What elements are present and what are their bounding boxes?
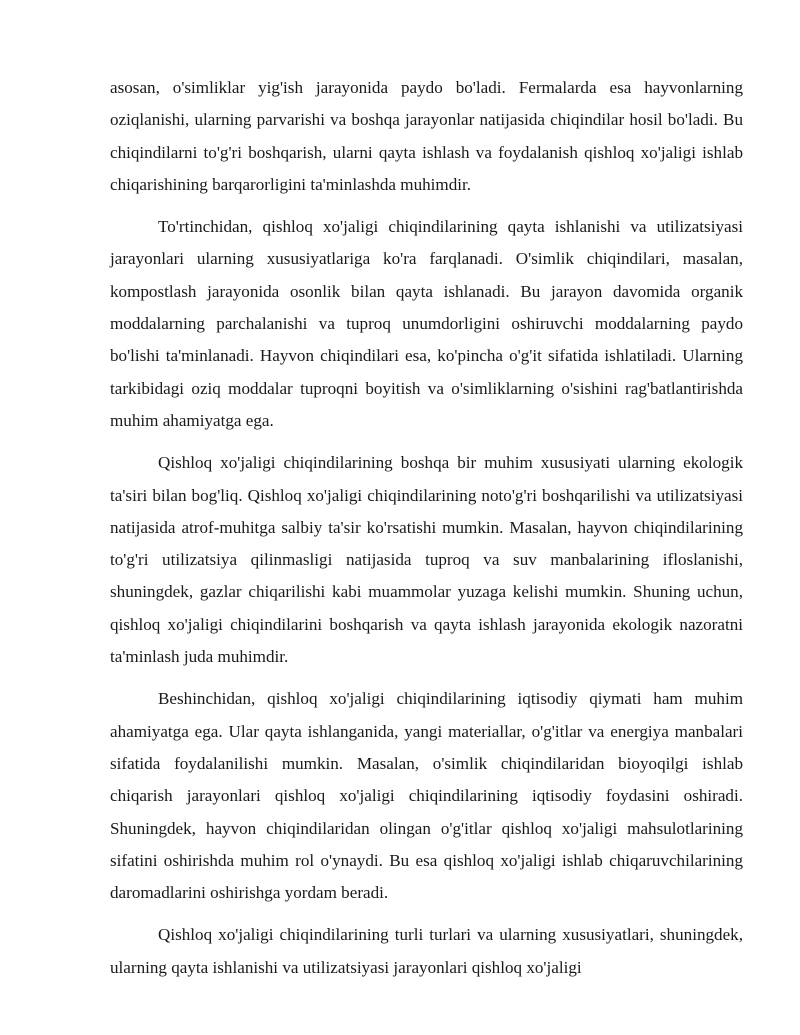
paragraph-fourth-point: To'rtinchidan, qishloq xo'jaligi chiqindilarining qayta ishlanishi va utilizatsiyasi jarayonlari ularning xususiyatlariga ko'ra farqlanadi. O'simlik chiqindilari, masalan, kompostlash jarayonida osonlik bilan qayta ishlanadi. Bu jarayon davomida organik moddalarning parchalanishi va tuproq unumdorligini oshiruvchi moddalarning paydo bo'lishi ta'minlanadi. Hayvon chiqindilari esa, ko'pincha o'g'it sifatida ishlatiladi. Ularning tarkibidagi oziq moddalar tuproqni boyitish va o'simliklarning o'sishini rag'batlantirishda muhim ahamiyatga ega. [110,217,743,430]
paragraph-ecological-impact: Qishloq xo'jaligi chiqindilarining boshqa bir muhim xususiyati ularning ekologik ta'siri bilan bog'liq. Qishloq xo'jaligi chiqindilarining noto'g'ri boshqarilishi va utilizatsiyasi natijasida atrof-muhitga salbiy ta'sir ko'rsatishi mumkin. Masalan, hayvon chiqindilarining to'g'ri utilizatsiya qilinmasligi natijasida tuproq va suv manbalarining ifloslanishi, shuningdek, gazlar chiqarilishi kabi muammolar yuzaga kelishi mumkin. Shuning uchun, qishloq xo'jaligi chiqindilarini boshqarish va qayta ishlash jarayonida ekologik nazoratni ta'minlash juda muhimdir. [110,453,743,667]
paragraph-continuation: asosan, o'simliklar yig'ish jarayonida paydo bo'ladi. Fermalarda esa hayvonlarning oziqlanishi, ularning parvarishi va boshqa jarayonlar natijasida chiqindilar hosil bo'ladi. Bu chiqindilarni to'g'ri boshqarish, ularni qayta ishlash va foydalanish qishloq xo'jaligi ishlab chiqarishining barqarorligini ta'minlashda muhimdir. [110,78,743,194]
paragraph-summary: Qishloq xo'jaligi chiqindilarining turli turlari va ularning xususiyatlari, shuningdek, ularning qayta ishlanishi va utilizatsiyasi jarayonlari qishloq xo'jaligi [110,925,743,977]
paragraph-fifth-point: Beshinchidan, qishloq xo'jaligi chiqindilarining iqtisodiy qiymati ham muhim ahamiyatga ega. Ular qayta ishlanganida, yangi materiallar, o'g'itlar va energiya manbalari sifatida foydalanilishi mumkin. Masalan, o'simlik chiqindilaridan bioyoqilgi ishlab chiqarish jarayonlari qishloq xo'jaligi chiqindilarining iqtisodiy foydasini oshiradi. Shuningdek, hayvon chiqindilaridan olingan o'g'itlar qishloq xo'jaligi mahsulotlarining sifatini oshirishda muhim rol o'ynaydi. Bu esa qishloq xo'jaligi ishlab chiqaruvchilarining daromadlarini oshirishga yordam beradi. [110,689,743,903]
document-body [110,72,743,994]
